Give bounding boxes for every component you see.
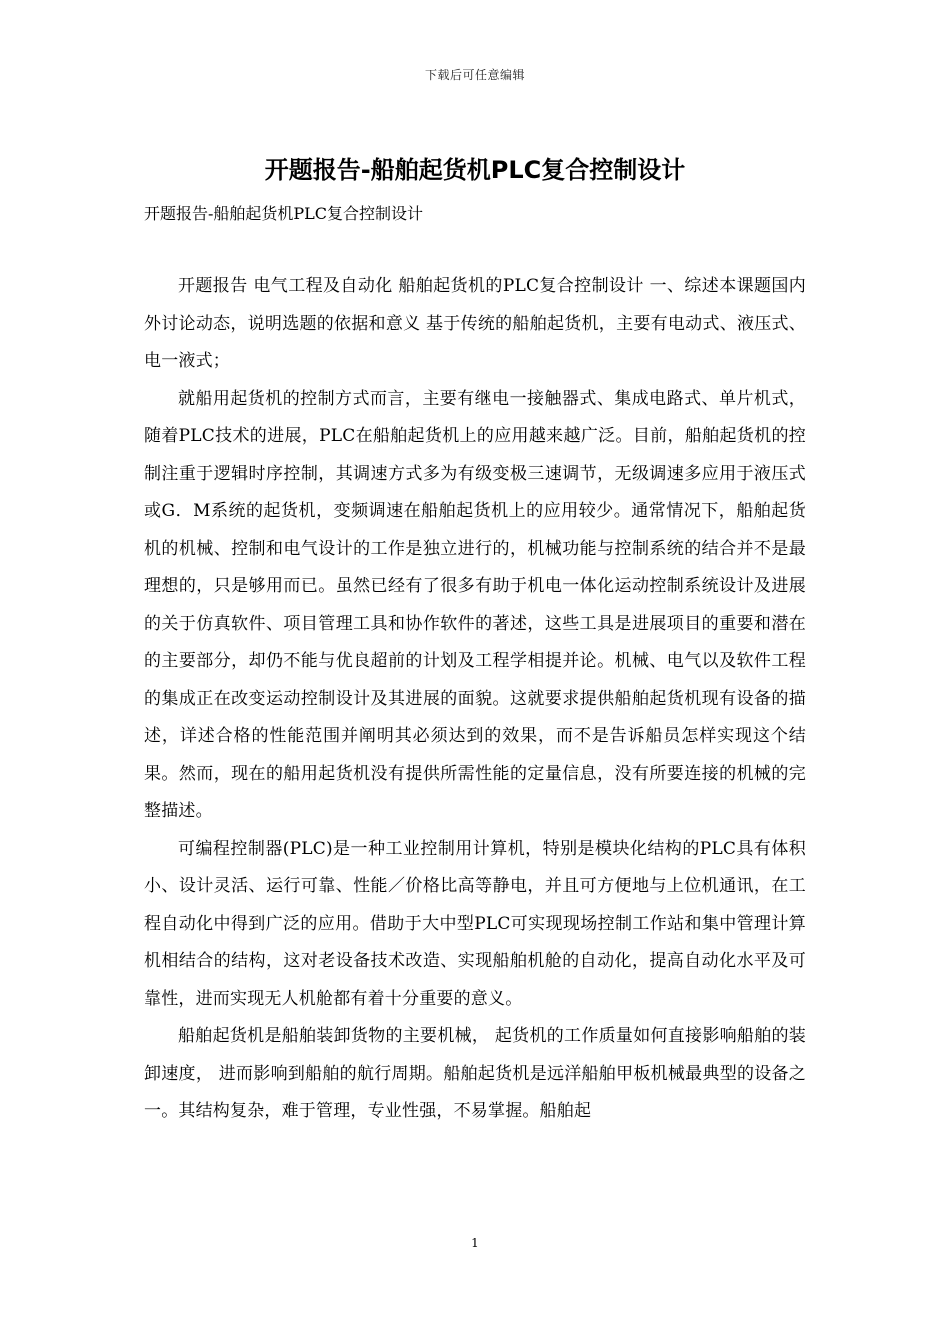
document-body xyxy=(144,268,806,1131)
document-title: 开题报告-船舶起货机PLC复合控制设计 xyxy=(264,156,686,184)
header-note: 下载后可任意编辑 xyxy=(424,68,525,82)
document-subtitle: 开题报告-船舶起货机PLC复合控制设计 xyxy=(144,204,424,223)
paragraph: 开题报告 电气工程及自动化 船舶起货机的PLC复合控制设计 一、综述本课题国内外讨论动态，说明选题的依据和意义 基于传统的船舶起货机，主要有电动式、液压式、电一液式； xyxy=(144,276,806,371)
page-number: 1 xyxy=(471,1236,479,1250)
paragraph: 船舶起货机是船舶装卸货物的主要机械， 起货机的工作质量如何直接影响船舶的装卸速度， 进而影响到船舶的航行周期。船舶起货机是远洋船舶甲板机械最典型的设备之一。其结构复杂，难于管理，专业性强，不易掌握。船舶起 xyxy=(144,1026,806,1121)
paragraph: 可编程控制器(PLC)是一种工业控制用计算机，特别是模块化结构的PLC具有体积小、设计灵活、运行可靠、性能／价格比高等静电，并且可方便地与上位机通讯，在工程自动化中得到广泛的应用。借助于大中型PLC可实现现场控制工作站和集中管理计算机相结合的结构，这对老设备技术改造、实现船舶机舱的自动化，提高自动化水平及可靠性，进而实现无人机舱都有着十分重要的意义。 xyxy=(144,838,806,1009)
paragraph: 就船用起货机的控制方式而言，主要有继电一接触器式、集成电路式、单片机式，随着PLC技术的进展，PLC在船舶起货机上的应用越来越广泛。目前，船舶起货机的控制注重于逻辑时序控制，其调速方式多为有级变极三速调节，无级调速多应用于液压式或G．M系统的起货机，变频调速在船舶起货机上的应用较少。通常情况下，船舶起货机的机械、控制和电气设计的工作是独立进行的，机械功能与控制系统的结合并不是最理想的，只是够用而已。虽然已经有了很多有助于机电一体化运动控制系统设计及进展的关于仿真软件、项目管理工具和协作软件的著述，这些工具是进展项目的重要和潜在的主要部分，却仍不能与优良超前的计划及工程学相提并论。机械、电气以及软件工程的集成正在改变运动控制设计及其进展的面貌。这就要求提供船舶起货机现有设备的描述，详述合格的性能范围并阐明其必须达到的效果，而不是告诉船员怎样实现这个结果。然而，现在的船用起货机没有提供所需性能的定量信息，没有所要连接的机械的完整描述。 xyxy=(144,388,806,821)
